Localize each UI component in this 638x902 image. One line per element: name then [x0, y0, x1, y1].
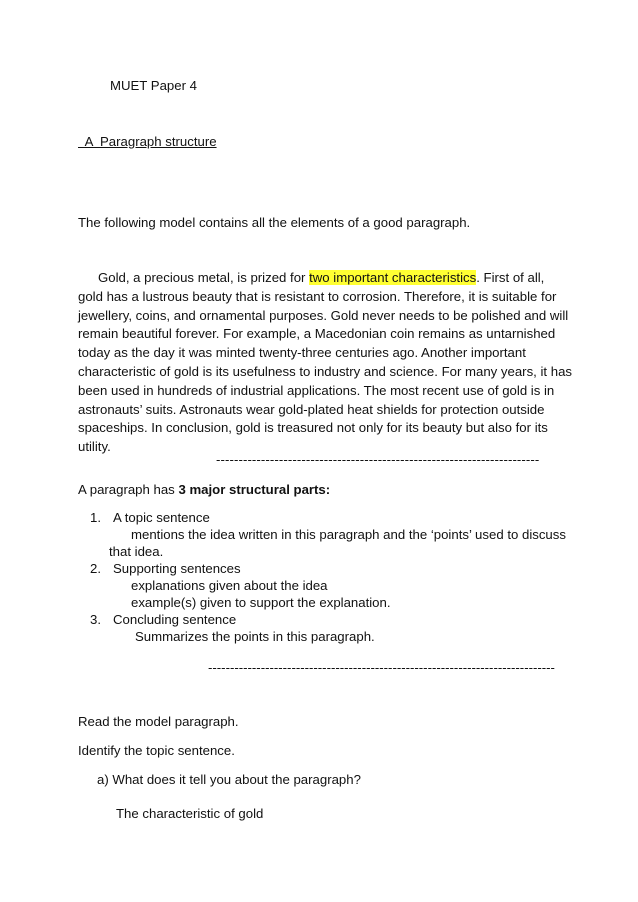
structure-lead-bold: 3 major structural parts: [178, 482, 331, 497]
answer-a: The characteristic of gold [116, 806, 264, 821]
question-task: Identify the topic sentence. [78, 743, 235, 758]
list-item-3-desc: Summarizes the points in this paragraph. [135, 629, 375, 644]
separator-line-2: ------------------------------------------------------------------------------- [208, 660, 555, 675]
document-title: MUET Paper 4 [110, 78, 197, 93]
question-intro: Read the model paragraph. [78, 714, 239, 729]
list-item-2-desc: explanations given about the idea [131, 578, 328, 593]
highlighted-phrase: two important characteristics [309, 270, 477, 285]
list-item-2-desc-2: example(s) given to support the explanation. [131, 595, 391, 610]
paragraph-line-2: gold has a lustrous beauty that is resistant to corrosion. Therefore, it is suitable for [78, 288, 557, 304]
paragraph-line-6: characteristic of gold is its usefulness to industry and science. For many years, it has [78, 363, 573, 379]
list-number-1: 1. [90, 510, 101, 525]
list-number-2: 2. [90, 561, 101, 576]
paragraph-text: . First of all, [476, 270, 545, 285]
question-a: a) What does it tell you about the paragraph? [97, 772, 361, 787]
list-item-1-desc: mentions the idea written in this paragraph and the ‘points’ used to discuss [131, 527, 566, 542]
section-prefix: A [78, 134, 100, 149]
model-paragraph [78, 269, 573, 457]
structure-lead [78, 482, 330, 497]
paragraph-line-9: spaceships. In conclusion, gold is treasured not only for its beauty but also for its [78, 420, 548, 436]
separator-line: ------------------------------------------------------------------------ [216, 452, 540, 467]
list-item-2-title: Supporting sentences [113, 561, 241, 576]
paragraph-line-4: remain beautiful forever. For example, a Macedonian coin remains as untarnished [78, 326, 556, 342]
structure-lead-text: A paragraph has [78, 482, 179, 497]
paragraph-line-7: been used in hundreds of industrial applications. The most recent use of gold is in [78, 382, 555, 398]
list-item-1-title: A topic sentence [113, 510, 210, 525]
paragraph-line-3: jewellery, coins, and ornamental purposes. Gold never needs to be polished and will [78, 307, 569, 323]
section-title: Paragraph structure [100, 134, 217, 149]
paragraph-line-10: utility. [78, 439, 111, 455]
paragraph-text: Gold, a precious metal, is prized for [98, 270, 310, 285]
paragraph-line-1 [78, 269, 568, 288]
paragraph-line-5: today as the day it was minted twenty-three centuries ago. Another important [78, 345, 526, 361]
intro-sentence: The following model contains all the elements of a good paragraph. [78, 215, 471, 230]
list-item-1-desc-cont: that idea. [109, 544, 164, 559]
list-item-3-title: Concluding sentence [113, 612, 237, 627]
section-heading [78, 134, 217, 149]
list-number-3: 3. [90, 612, 101, 627]
paragraph-line-8: astronauts’ suits. Astronauts wear gold-plated heat shields for protection outside [78, 401, 545, 417]
